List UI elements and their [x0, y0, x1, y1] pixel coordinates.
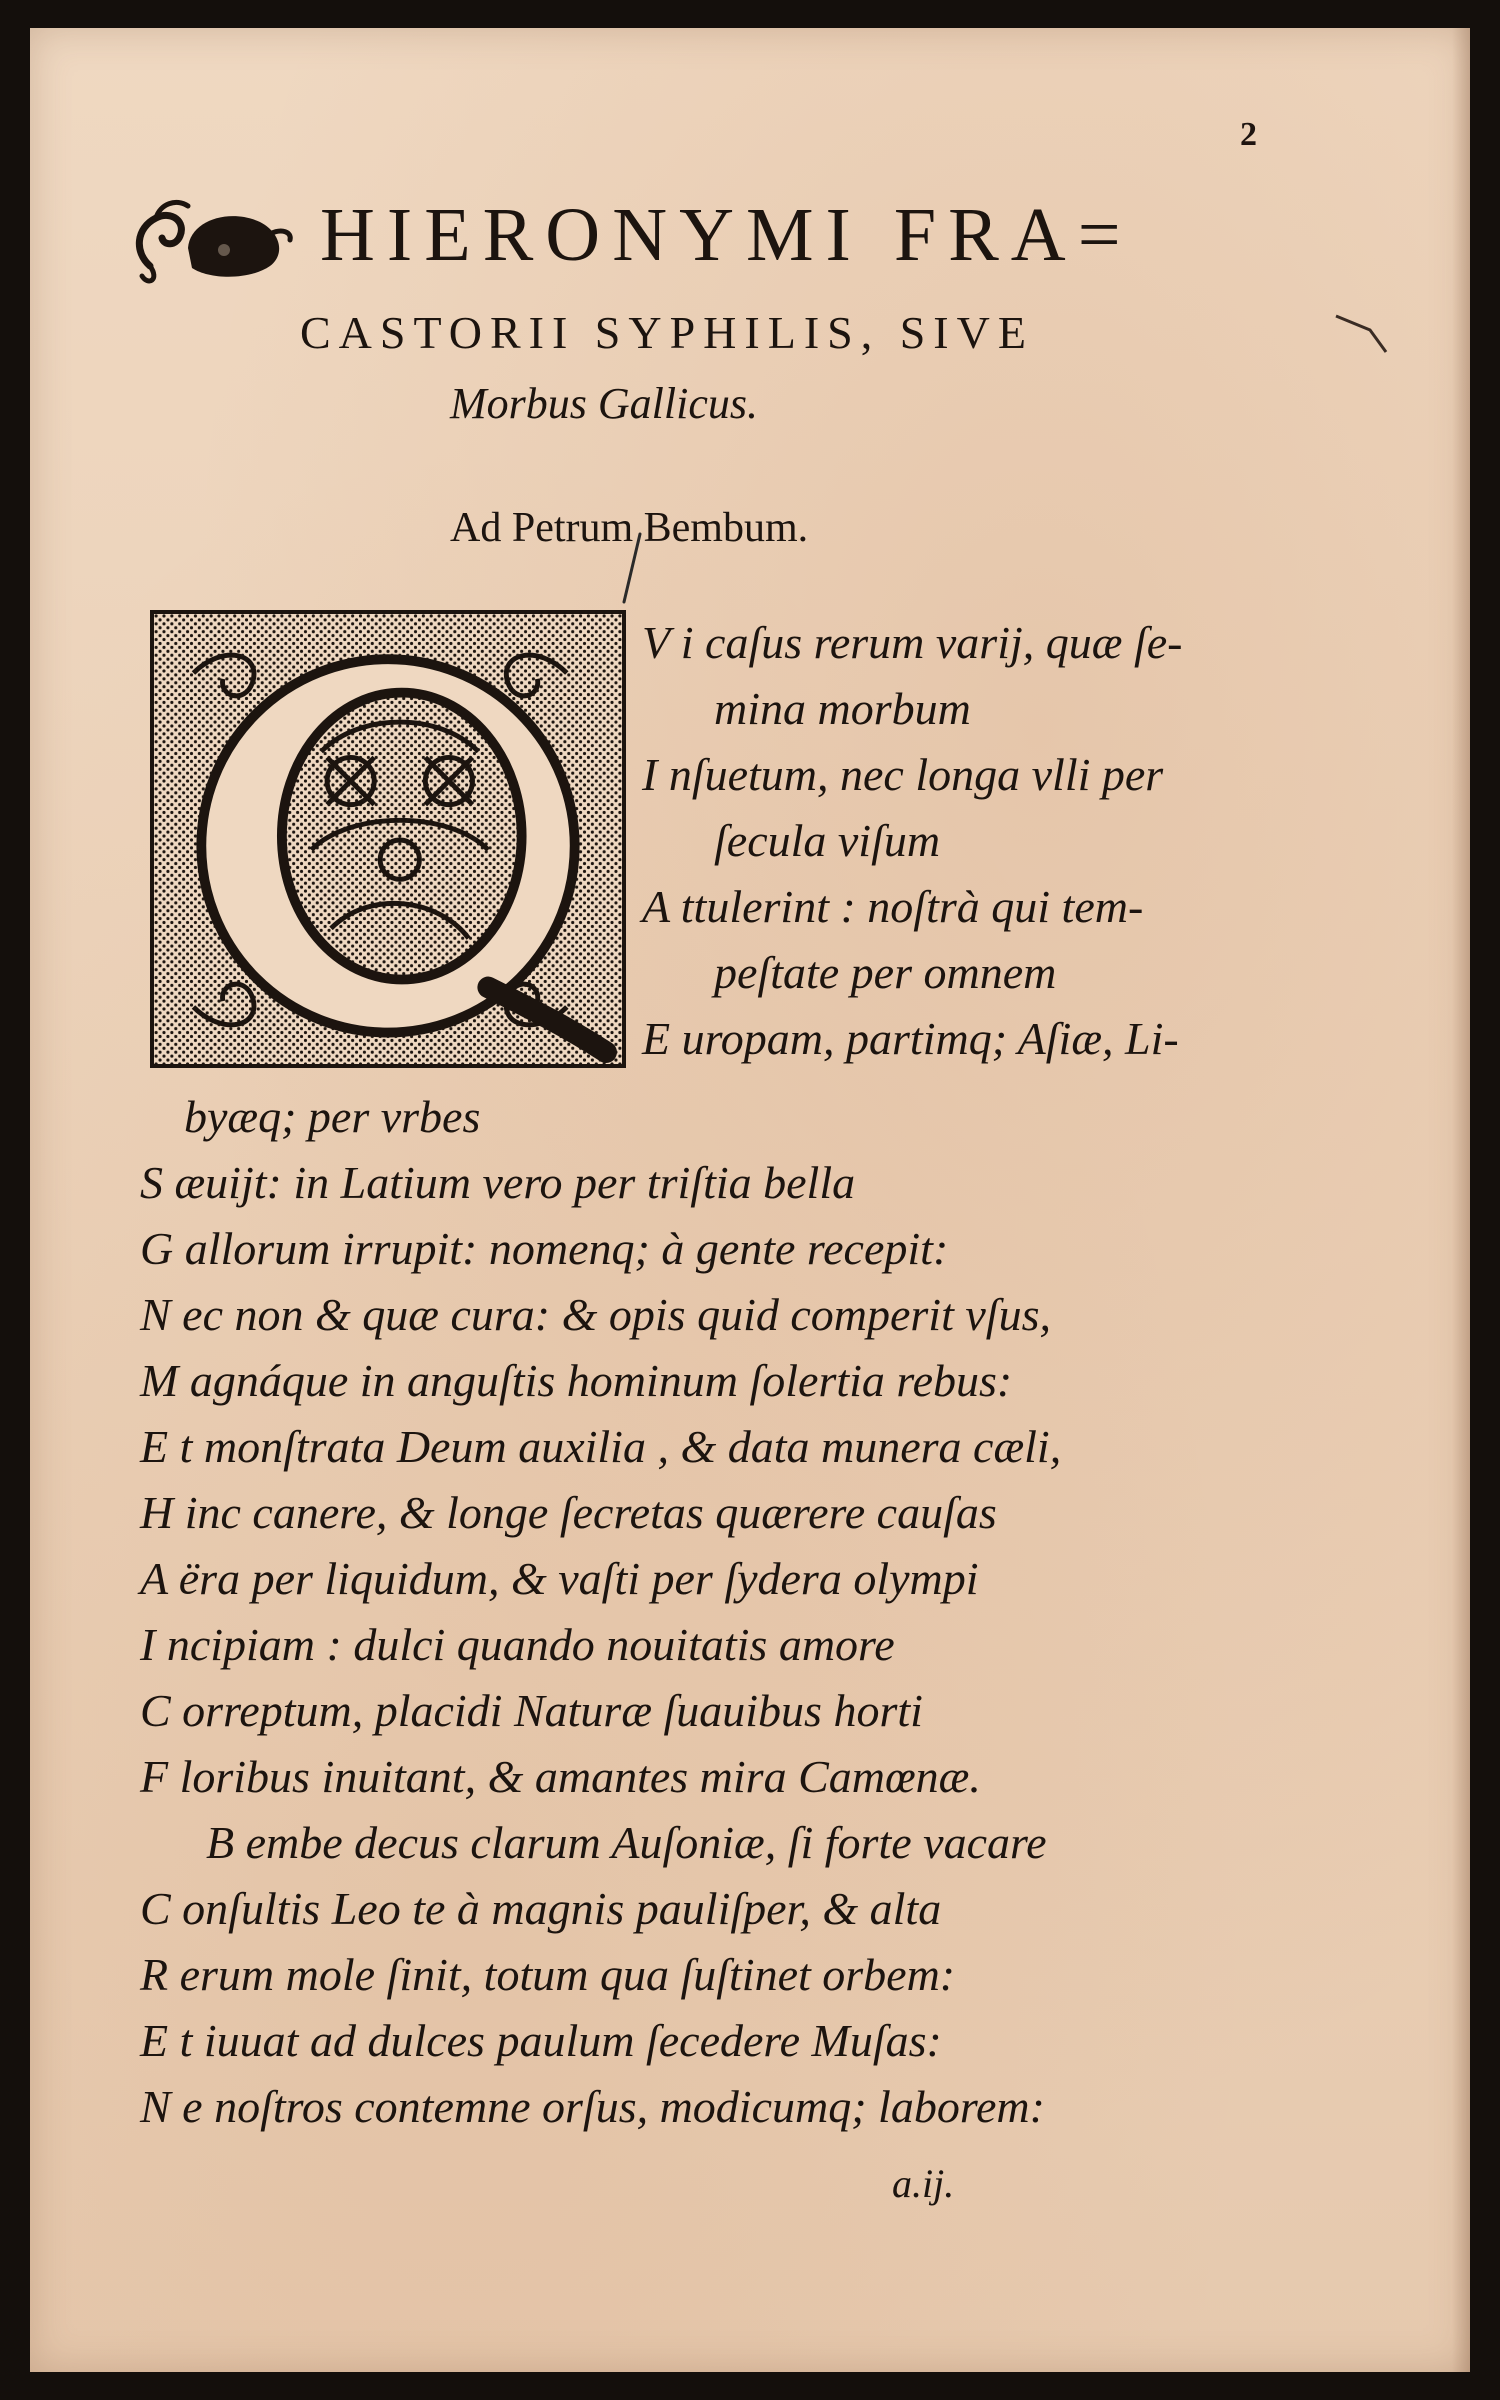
verse-line: mina morbum	[714, 683, 971, 734]
fleuron-ornament-icon	[130, 188, 300, 288]
verse-line: M agnáque in anguſtis hominum ſolertia rebus:	[140, 1355, 1013, 1406]
verse-line: F loribus inuitant, & amantes mira Camœnæ.	[140, 1751, 981, 1802]
verse-line: E uropam, partimq; Aſiæ, Li-	[642, 1013, 1179, 1064]
verse-line: V i caſus rerum varij, quæ ſe-	[642, 617, 1183, 668]
decorated-initial-Q-icon	[150, 610, 626, 1068]
verse-line: B embe decus clarum Auſoniæ, ſi forte vacare	[206, 1817, 1047, 1868]
initial-woodcut	[154, 614, 622, 1064]
verse-line: E t monſtrata Deum auxilia , & data munera cæli,	[140, 1421, 1062, 1472]
verse-line: I ncipiam : dulci quando nouitatis amore	[140, 1619, 895, 1670]
verse-line: C orreptum, placidi Naturæ ſuauibus horti	[140, 1685, 923, 1736]
pencil-annotation	[610, 528, 650, 608]
dedication: Ad Petrum Bembum.	[450, 505, 809, 551]
folio-number: 2	[1240, 116, 1257, 153]
verse-line: A ëra per liquidum, & vaſti per ſydera olympi	[140, 1553, 979, 1604]
catchword-signature: a.ij.	[892, 2161, 955, 2206]
verse-line: byæq; per vrbes	[184, 1091, 481, 1142]
title-line-2: CASTORII SYPHILIS, SIVE	[300, 307, 1034, 358]
page-edge-shadow	[1452, 28, 1470, 2372]
verse-line: R erum mole ſinit, totum qua ſuſtinet orbem:	[140, 1949, 956, 2000]
book-page	[30, 28, 1470, 2372]
verse-line: ſecula viſum	[714, 815, 941, 866]
title-heading: HIERONYMI FRA=	[320, 193, 1133, 277]
verse-line: peſtate per omnem	[714, 947, 1057, 998]
verse-line: C onſultis Leo te à magnis pauliſper, & alta	[140, 1883, 942, 1934]
verse-line: H inc canere, & longe ſecretas quærere cauſas	[140, 1487, 997, 1538]
verse-line: N e noſtros contemne orſus, modicumq; laborem:	[140, 2081, 1045, 2132]
verse-line: A ttulerint : noſtrà qui tem-	[642, 881, 1144, 932]
verse-line: G allorum irrupit: nomenq; à gente recepit:	[140, 1223, 949, 1274]
margin-mark	[1330, 308, 1410, 368]
title-line-3: Morbus Gallicus.	[450, 379, 758, 428]
title-line-1	[130, 188, 1270, 288]
verse-line: E t iuuat ad dulces paulum ſecedere Muſas:	[140, 2015, 942, 2066]
verse-line: I nſuetum, nec longa vlli per	[642, 749, 1164, 800]
verse-line: S æuijt: in Latium vero per triſtia bella	[140, 1157, 856, 1208]
verse-line: N ec non & quæ cura: & opis quid comperit vſus,	[140, 1289, 1051, 1340]
